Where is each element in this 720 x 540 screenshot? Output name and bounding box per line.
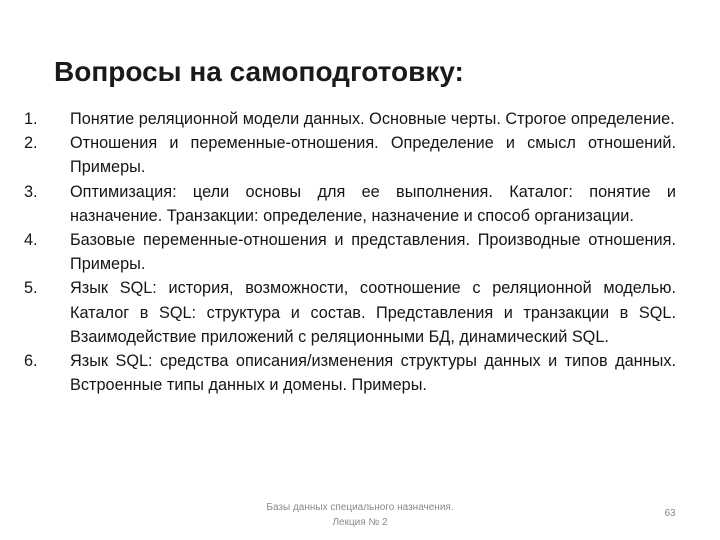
page-number: 63 [664, 508, 676, 519]
question-item [24, 180, 676, 228]
question-text: Язык SQL: история, возможности, соотношение с реляционной моделью. Каталог в SQL: структура и состав. Представления и транзакции в SQL. Взаимодействие приложений с реляционными БД, динамический SQL. [70, 279, 676, 346]
slide-title: Вопросы на самоподготовку: [54, 56, 464, 87]
footer-lecture-label: Лекция № 2 [332, 517, 388, 528]
question-text: Отношения и переменные-отношения. Определение и смысл отношений. Примеры. [70, 134, 676, 177]
question-item [24, 276, 676, 349]
question-text: Базовые переменные-отношения и представления. Производные отношения. Примеры. [70, 231, 676, 274]
question-number: 4. [24, 231, 38, 250]
question-number: 6. [24, 352, 38, 371]
question-item [24, 107, 676, 131]
footer-course-name: Базы данных специального назначения. [266, 502, 454, 513]
question-number: 3. [24, 182, 38, 201]
questions-list [24, 107, 676, 397]
slide-footer [240, 500, 480, 530]
question-item [24, 228, 676, 276]
question-text: Оптимизация: цели основы для ее выполнения. Каталог: понятие и назначение. Транзакции: определение, назначение и способ организации. [70, 182, 676, 225]
question-item [24, 349, 676, 397]
question-number: 1. [24, 110, 38, 128]
question-number: 2. [24, 134, 38, 153]
question-text: Язык SQL: средства описания/изменения структуры данных и типов данных. Встроенные типы данных и домены. Примеры. [70, 352, 676, 395]
question-text: Понятие реляционной модели данных. Основные черты. Строгое определение. [70, 110, 675, 128]
question-number: 5. [24, 279, 38, 298]
question-item [24, 131, 676, 179]
